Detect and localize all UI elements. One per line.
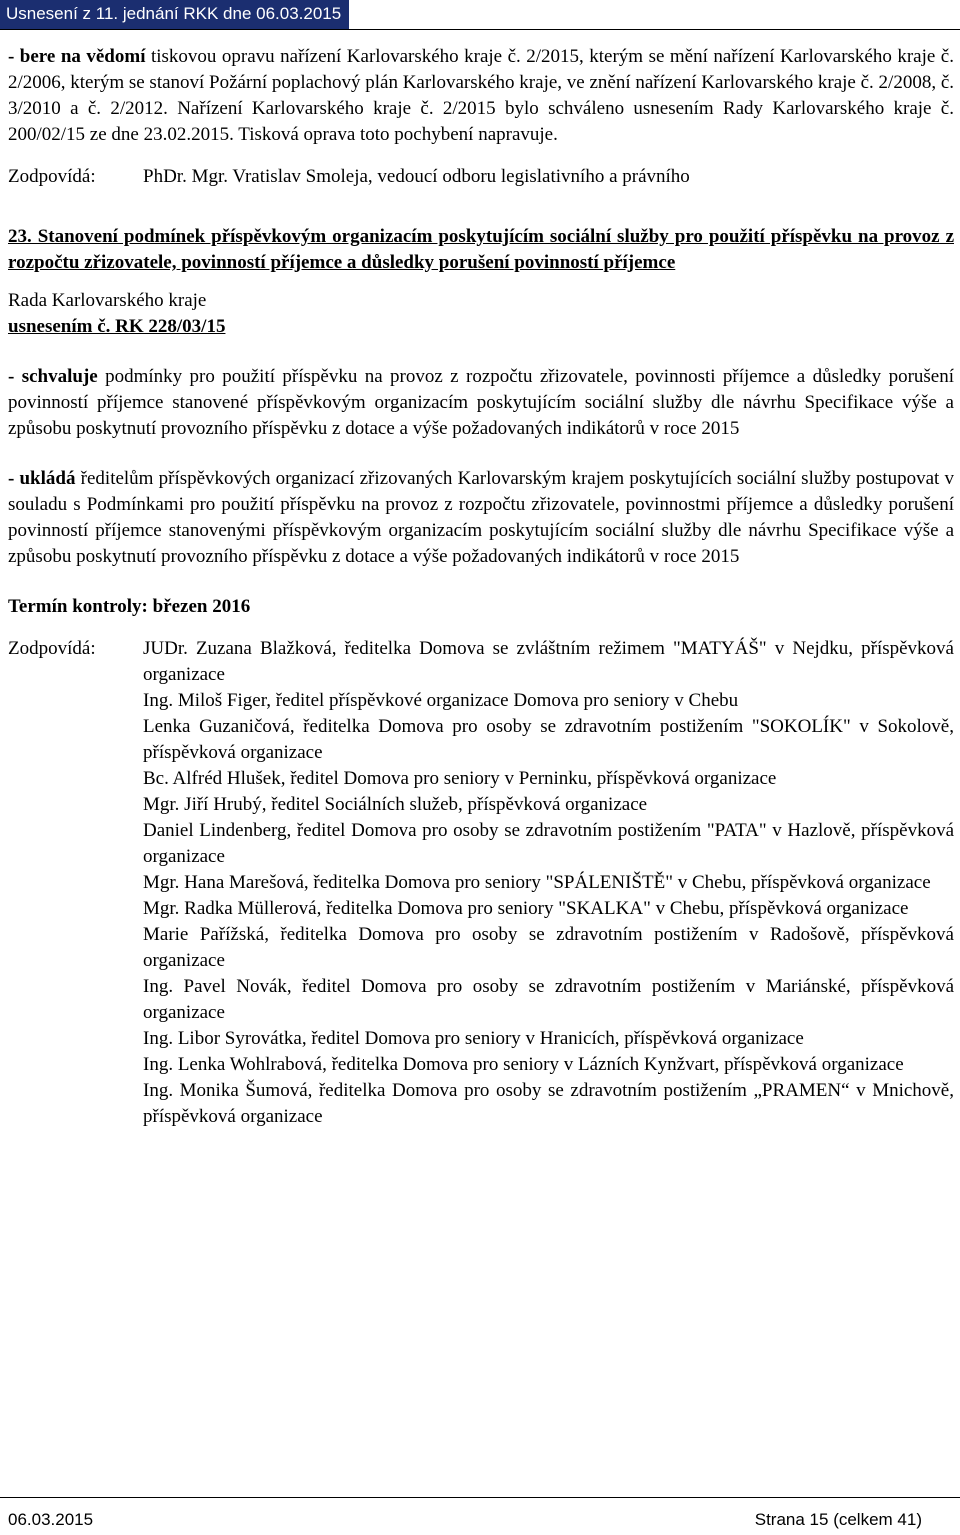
approve-text: podmínky pro použití příspěvku na provoz z rozpočtu zřizovatele, povinnosti příjemce a důsledky porušení povinností příjemce stanovené příspěvkovým organizacím poskytujícím sociální služby dle návrhu Specifikace výše a způsobu poskytnutí provozního příspěvku z dotace a výše požadovaných indikátorů v roce 2015 — [8, 366, 955, 439]
approve-lead: - schvaluje — [8, 366, 98, 387]
note-paragraph — [8, 44, 954, 148]
responsible-entry: Mgr. Radka Müllerová, ředitelka Domova pro seniory "SKALKA" v Chebu, příspěvková organizace — [143, 898, 909, 919]
council-name: Rada Karlovarského kraje — [8, 290, 207, 311]
responsible-entry: Lenka Guzaničová, ředitelka Domova pro osoby se zdravotním postižením "SOKOLÍK" v Sokolově, příspěvková organizace — [143, 716, 954, 763]
responsible-entry: Ing. Monika Šumová, ředitelka Domova pro osoby se zdravotním postižením „PRAMEN“ v Mnichově, příspěvková organizace — [143, 1080, 954, 1127]
responsible-entry: Ing. Pavel Novák, ředitel Domova pro osoby se zdravotním postižením v Mariánské, příspěvková organizace — [143, 976, 954, 1023]
responsible-entry: JUDr. Zuzana Blažková, ředitelka Domova se zvláštním režimem "MATYÁŠ" v Nejdku, příspěvková organizace — [143, 638, 954, 685]
footer-date: 06.03.2015 — [8, 1510, 94, 1529]
responsible-entry: Ing. Libor Syrovátka, ředitel Domova pro seniory v Hranicích, příspěvková organizace — [143, 1028, 804, 1049]
responsible-entry: Daniel Lindenberg, ředitel Domova pro osoby se zdravotním postižením "PATA" v Hazlově, příspěvková organizace — [143, 820, 954, 867]
footer-page-number: Strana 15 (celkem 41) — [754, 1510, 922, 1529]
note-text: tiskovou opravu nařízení Karlovarského kraje č. 2/2015, kterým se mění nařízení Karlovarského kraje č. 2/2006, kterým se stanoví Požární poplachový plán Karlovarského kraje, ve znění nařízení Karlovarského kraje č. 2/2008, č. 3/2010 a č. 2/2012. Nařízení Karlovarského kraje č. 2/2015 bylo schváleno usnesením Rady Karlovarského kraje č. 200/02/15 ze dne 23.02.2015. Tisková oprava toto pochybení napravuje. — [8, 46, 955, 145]
header-rule — [0, 29, 960, 30]
document-body — [8, 44, 954, 1130]
deadline: Termín kontroly: březen 2016 — [8, 596, 251, 617]
responsible-entry: Marie Pařížská, ředitelka Domova pro osoby se zdravotním postižením v Radošově, příspěvková organizace — [143, 924, 954, 971]
responsible-entry: Mgr. Hana Marešová, ředitelka Domova pro seniory "SPÁLENIŠTĚ" v Chebu, příspěvková organizace — [143, 872, 931, 893]
responsible-label: Zodpovídá: — [8, 166, 96, 187]
responsible-entry: Mgr. Jiří Hrubý, ředitel Sociálních služeb, příspěvková organizace — [143, 794, 648, 815]
resolution-number: usnesením č. RK 228/03/15 — [8, 316, 226, 337]
responsible-entry: Ing. Miloš Figer, ředitel příspěvkové organizace Domova pro seniory v Chebu — [143, 690, 739, 711]
page-header — [0, 0, 960, 30]
responsible-person: PhDr. Mgr. Vratislav Smoleja, vedoucí odboru legislativního a právního — [143, 166, 690, 187]
note-lead: - bere na vědomí — [8, 46, 146, 67]
responsible-entry: Bc. Alfréd Hlušek, ředitel Domova pro seniory v Perninku, příspěvková organizace — [143, 768, 777, 789]
item-title: 23. Stanovení podmínek příspěvkovým organizacím poskytujícím sociální služby pro použití příspěvku na provoz z rozpočtu zřizovatele, povinností příjemce a důsledky porušení povinností příjemce — [8, 226, 954, 273]
header-title: Usnesení z 11. jednání RKK dne 06.03.2015 — [0, 0, 349, 29]
order-text: ředitelům příspěvkových organizací zřizovaných Karlovarským krajem poskytujících sociální služby postupovat v souladu s Podmínkami pro použití příspěvku na provoz z rozpočtu zřizovatele, povinnostmi příjemce a důsledky porušení povinností příjemce stanovenými příspěvkovým organizacím poskytujícím sociální služby dle návrhu Specifikace výše a způsobu poskytnutí provozního příspěvku z dotace a výše požadovaných indikátorů v roce 2015 — [8, 468, 954, 567]
footer-rule — [0, 1497, 960, 1498]
responsibles-label: Zodpovídá: — [8, 638, 96, 659]
responsible-entry: Ing. Lenka Wohlrabová, ředitelka Domova pro seniory v Lázních Kynžvart, příspěvková organizace — [143, 1054, 904, 1075]
page-footer — [0, 1497, 960, 1535]
responsibles-list — [143, 636, 954, 1130]
responsibles-row — [8, 636, 954, 1130]
order-paragraph — [8, 466, 954, 570]
responsible-row — [8, 164, 954, 190]
order-lead: - ukládá — [8, 468, 76, 489]
approve-paragraph — [8, 364, 954, 442]
